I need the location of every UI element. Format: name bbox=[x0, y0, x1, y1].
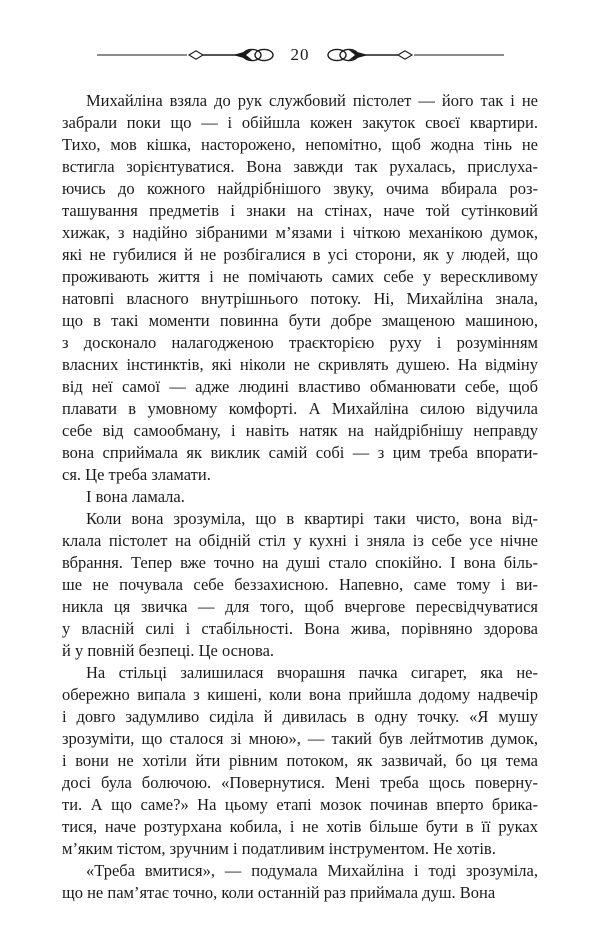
text-line: никла ця звичка — для того, щоб вчергове пересвідчуватися bbox=[62, 597, 538, 616]
text-line: На стільці залишилася вчорашня пачка сигарет, яка не- bbox=[86, 663, 538, 682]
text-line: вона сприймала як виклик самій собі — з цим треба впорати- bbox=[62, 443, 538, 462]
text-line: з досконало налагодженою траєкторією руху і розумінням bbox=[62, 333, 538, 352]
ornament-right-icon bbox=[326, 47, 506, 63]
text-line: ше не почувала себе беззахисною. Напевно, саме тому і ви- bbox=[62, 575, 538, 594]
text-line: зрозуміти, що сталося зі мною», — такий був лейтмотив думок, bbox=[62, 729, 538, 748]
text-line: Коли вона зрозуміла, що в квартирі таки чисто, вона від- bbox=[86, 509, 538, 528]
text-line: вбрання. Тепер вже точно на душі стало спокійно. І вона біль- bbox=[62, 553, 538, 572]
text-line: встигла зорієнтуватися. Вона завжди так рухалась, прислуха- bbox=[62, 157, 538, 176]
text-line: які не губилися й не розбігалися в усі сторони, як у людей, що bbox=[62, 245, 538, 264]
text-line: себе від самообману, і навіть натяк на найдрібнішу неправду bbox=[62, 421, 538, 440]
text-line: власних інстинктів, які ніколи не скривлять душею. На відміну bbox=[62, 355, 538, 374]
ornament-left-icon bbox=[95, 47, 275, 63]
text-line: у власній силі і стабільності. Вона жива, порівняно здорова bbox=[62, 619, 538, 638]
text-line: від неї самої — адже людині властиво обманювати себе, щоб bbox=[62, 377, 538, 396]
text-line: ташування предметів і знаки на стінах, наче той сутінковий bbox=[62, 201, 538, 220]
text-line: що в такі моменти повинна бути добре змащеною машиною, bbox=[62, 311, 538, 330]
paragraph bbox=[62, 860, 538, 904]
text-line: ся. Це треба зламати. bbox=[62, 465, 211, 484]
text-line: і вони не хотіли йти рівним потоком, як зазвичай, бо ця тема bbox=[62, 751, 538, 770]
text-line: тися, наче розтурхана кобила, і не хотів більше бути в її руках bbox=[62, 817, 538, 836]
paragraph bbox=[62, 508, 538, 662]
text-line: забрали поки що — і обійшла кожен закуток своєї квартири. bbox=[62, 113, 538, 132]
text-line: що не пам’ятає точно, коли останній раз приймала душ. Вона bbox=[62, 883, 496, 902]
text-line: Михайліна взяла до рук службовий пістолет — його так і не bbox=[86, 91, 538, 110]
text-line: проживають життя і не помічають самих себе у верескливому bbox=[62, 267, 538, 286]
text-line: ючись до кожного найдрібнішого звуку, очима вбирала роз- bbox=[62, 179, 538, 198]
text-line: й у повній безпеці. Це основа. bbox=[62, 641, 275, 660]
text-line: ти. А що саме?» На цьому етапі мозок починав вперто брика- bbox=[62, 795, 538, 814]
paragraph bbox=[62, 486, 538, 508]
text-line: плавати в умовному комфорті. А Михайліна силою відучила bbox=[62, 399, 538, 418]
page-number: 20 bbox=[290, 45, 310, 64]
text-line: досі була болючою. «Повернутися. Мені треба щось поверну- bbox=[62, 773, 538, 792]
text-line: обережно випала з кишені, коли вона прийшла додому надвечір bbox=[62, 685, 538, 704]
text-line: хижак, з надійно зібраними м’язами і чіткою механікою думок, bbox=[62, 223, 538, 242]
text-line: і довго задумливо сиділа й дивилась в одну точку. «Я мушу bbox=[62, 707, 538, 726]
paragraph bbox=[62, 90, 538, 486]
text-line: «Треба вмитися», — подумала Михайліна і тоді зрозуміла, bbox=[86, 861, 538, 880]
text-line: Тихо, мов кішка, насторожено, непомітно, щоб жодна тінь не bbox=[62, 135, 538, 154]
text-line: І вона ламала. bbox=[86, 487, 185, 506]
page-header bbox=[0, 0, 600, 64]
paragraph bbox=[62, 662, 538, 860]
text-line: клала пістолет на обідній стіл у кухні і зняла із себе усе нічне bbox=[62, 531, 538, 550]
text-line: натовпі власного внутрішнього потоку. Ні, Михайліна знала, bbox=[62, 289, 538, 308]
text-line: м’яким тістом, зручним і податливим інструментом. Не хотів. bbox=[62, 839, 496, 858]
page-text bbox=[62, 90, 538, 904]
